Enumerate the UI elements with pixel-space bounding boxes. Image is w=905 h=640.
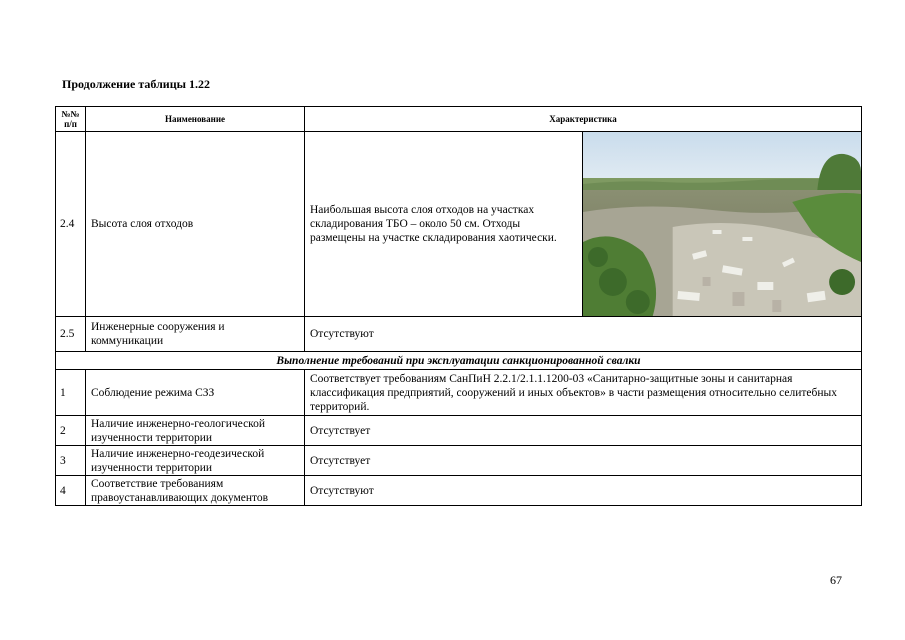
row-characteristic: Отсутствует — [305, 446, 862, 476]
section-row — [56, 352, 862, 370]
row-name: Высота слоя отходов — [86, 132, 305, 317]
table-caption: Продолжение таблицы 1.22 — [62, 77, 211, 91]
header-name: Наименование — [86, 107, 305, 132]
row-num: 4 — [56, 476, 86, 506]
header-characteristic: Характеристика — [305, 107, 862, 132]
row-characteristic: Отсутствует — [305, 416, 862, 446]
row-characteristic: Отсутствуют — [305, 317, 862, 352]
table-row — [56, 446, 862, 476]
page-number: 67 — [830, 573, 842, 587]
row-name: Инженерные сооружения и коммуникации — [86, 317, 305, 352]
table-row — [56, 132, 862, 317]
row-num: 2 — [56, 416, 86, 446]
photo-cell — [583, 132, 862, 317]
row-num: 1 — [56, 370, 86, 416]
row-characteristic: Наибольшая высота слоя отходов на участках складирования ТБО – около 50 см. Отходы размещены на участке складирования хаотически. — [305, 132, 583, 317]
row-num: 2.5 — [56, 317, 86, 352]
table-row — [56, 370, 862, 416]
section-title: Выполнение требований при эксплуатации санкционированной свалки — [56, 352, 862, 370]
row-characteristic: Соответствует требованиям СанПиН 2.2.1/2.1.1.1200-03 «Санитарно-защитные зоны и санитарная классификация предприятий, сооружений и иных объектов» в части размещения относительно селитебных территорий. — [305, 370, 862, 416]
row-characteristic: Отсутствуют — [305, 476, 862, 506]
table-header-row — [56, 107, 862, 132]
table-row — [56, 476, 862, 506]
row-num: 2.4 — [56, 132, 86, 317]
row-name: Наличие инженерно-геодезической изученности территории — [86, 446, 305, 476]
row-name: Наличие инженерно-геологической изученности территории — [86, 416, 305, 446]
row-num: 3 — [56, 446, 86, 476]
row-name: Соответствие требованиям правоустанавливающих документов — [86, 476, 305, 506]
table-row — [56, 416, 862, 446]
landfill-photo — [583, 132, 861, 316]
row-name: Соблюдение режима СЗЗ — [86, 370, 305, 416]
waste-site-table — [55, 106, 862, 506]
table-row — [56, 317, 862, 352]
header-num: №№ п/п — [56, 107, 86, 132]
